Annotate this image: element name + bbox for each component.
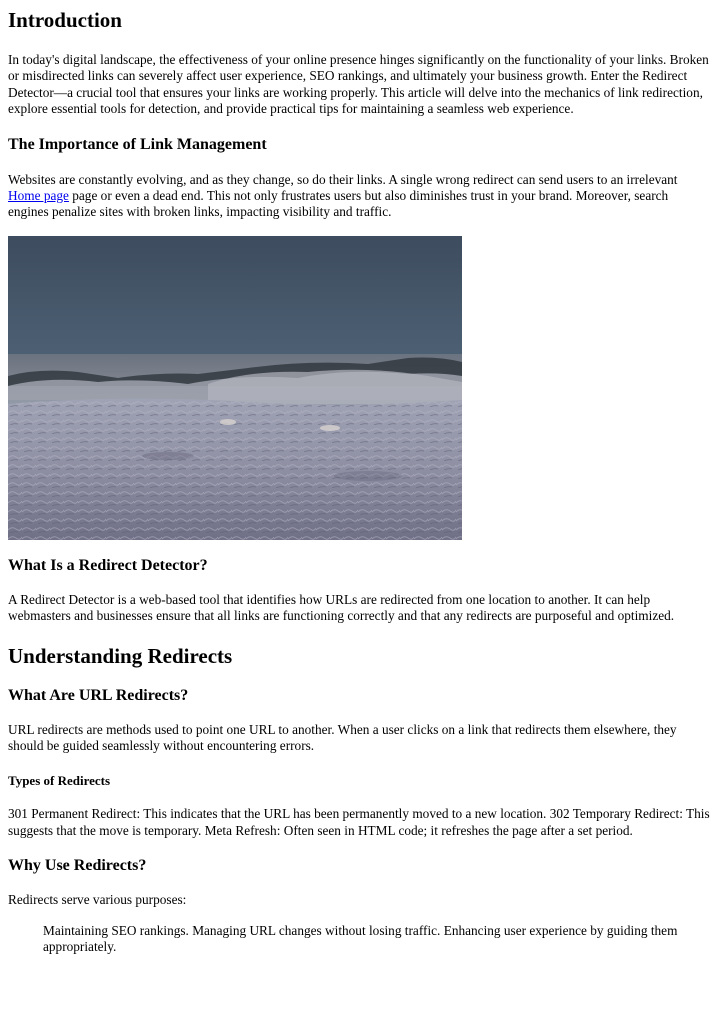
home-page-link[interactable]: Home page <box>8 188 69 204</box>
link-management-paragraph <box>8 172 712 221</box>
link-management-text-after: page or even a dead end. This not only frustrates users but also diminishes trust in your brand. Moreover, search engines penalize sites with broken links, impacting visibility and traffic. <box>8 188 669 220</box>
link-management-text-before: Websites are constantly evolving, and as they change, so do their links. A single wrong redirect can send users to an irrelevant <box>8 171 678 187</box>
snowy-landscape-photo-icon <box>8 236 462 540</box>
understanding-redirects-heading: Understanding Redirects <box>8 643 233 668</box>
types-of-redirects-paragraph: 301 Permanent Redirect: This indicates that the URL has been permanently moved to a new location. 302 Temporary Redirect: This suggests that the move is temporary. Meta Refresh: Often seen in HTML code; it refreshes the page after a set period. <box>8 806 710 838</box>
redirect-detector-heading: What Is a Redirect Detector? <box>8 556 208 574</box>
link-management-heading: The Importance of Link Management <box>8 135 267 153</box>
types-of-redirects-heading: Types of Redirects <box>8 773 111 789</box>
redirect-detector-paragraph: A Redirect Detector is a web-based tool that identifies how URLs are redirected from one location to another. It can help webmasters and businesses ensure that all links are functioning correctly and that any redirects are purposeful and optimized. <box>8 591 675 624</box>
why-use-redirects-paragraph: Redirects serve various purposes: <box>8 892 187 908</box>
landscape-photo <box>8 236 712 540</box>
why-use-redirects-heading: Why Use Redirects? <box>8 857 147 875</box>
url-redirects-paragraph: URL redirects are methods used to point one URL to another. When a user clicks on a link that redirects them elsewhere, they should be guided seamlessly without encountering errors. <box>8 721 677 754</box>
url-redirects-heading: What Are URL Redirects? <box>8 686 189 704</box>
intro-paragraph: In today's digital landscape, the effectiveness of your online presence hinges significantly on the functionality of your links. Broken or misdirected links can severely affect user experience, SEO rankings, and ultimately your business growth. Enter the Redirect Detector—a crucial tool that ensures your links are working properly. This article will delve into the mechanics of link redirection, explore essential tools for detection, and provide practical tips for maintaining a seamless web experience. <box>8 52 709 117</box>
redirect-purposes-list: Maintaining SEO rankings. Managing URL changes without losing traffic. Enhancing user experience by guiding them appropriately. <box>43 922 678 955</box>
intro-heading: Introduction <box>8 8 122 32</box>
article <box>0 8 720 956</box>
